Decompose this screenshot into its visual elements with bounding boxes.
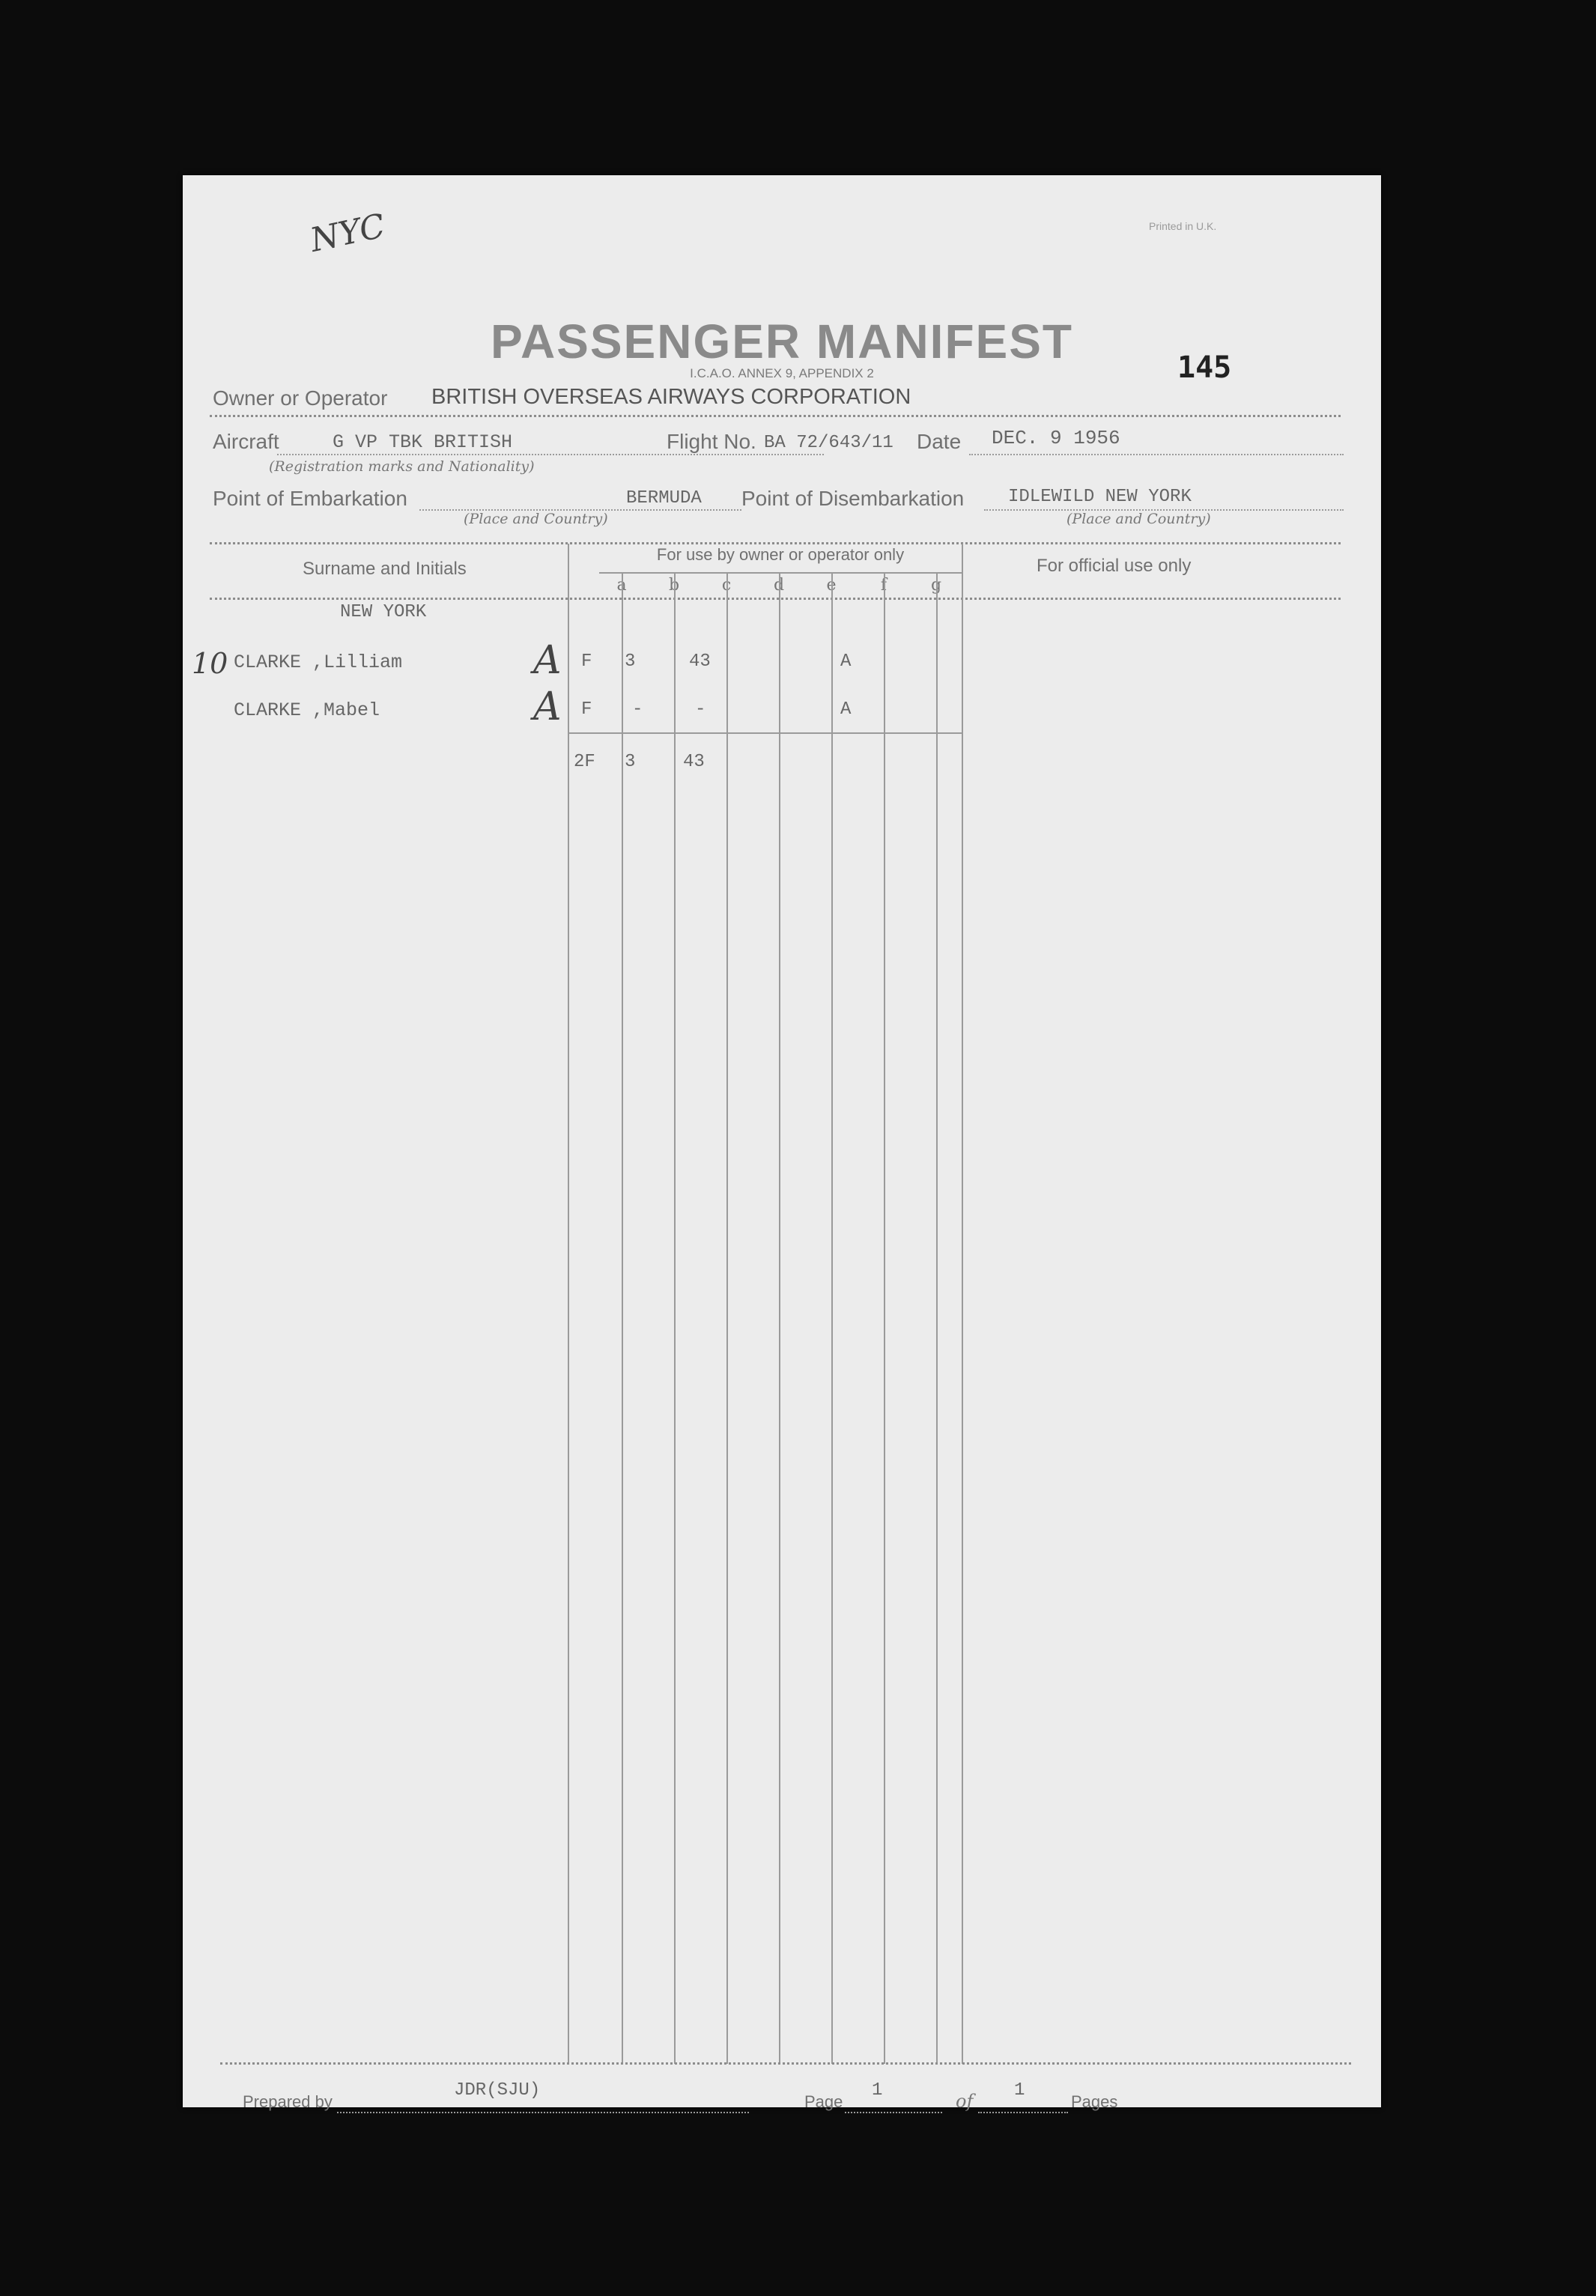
date-value: DEC. 9 1956: [992, 427, 1120, 449]
column-line: [779, 572, 780, 2064]
surname-header: Surname and Initials: [303, 559, 467, 579]
disembark-sublabel: (Place and Country): [1066, 511, 1211, 527]
flight-value: BA 72/643/11: [764, 433, 893, 453]
page-subtitle: I.C.A.O. ANNEX 9, APPENDIX 2: [690, 366, 874, 380]
official-use-header: For official use only: [1037, 556, 1192, 576]
flight-label: Flight No.: [667, 430, 756, 453]
hand-mark: A: [533, 684, 562, 729]
footer-divider: [220, 2062, 1351, 2065]
margin-mark: 10: [192, 647, 228, 680]
cell-f: A: [840, 652, 852, 672]
manifest-sheet: [183, 175, 1381, 2112]
total-pages-value: 1: [1014, 2080, 1025, 2101]
total-a: 2F: [574, 752, 595, 772]
disembark-value: IDLEWILD NEW YORK: [1008, 487, 1192, 507]
handwritten-note: NYC: [306, 207, 389, 260]
cell-a: F: [581, 699, 592, 720]
column-line: [622, 572, 623, 2064]
divider: [210, 542, 1341, 544]
cell-b: 3: [625, 652, 636, 672]
aircraft-value: G VP TBK BRITISH: [333, 431, 513, 453]
embark-value: BERMUDA: [626, 488, 702, 508]
divider: [210, 598, 1341, 600]
page-number: 145: [1177, 350, 1232, 385]
column-line: [568, 544, 569, 2064]
aircraft-label: Aircraft: [213, 430, 279, 453]
column-line: [831, 572, 833, 2064]
owner-use-header: For use by owner or operator only: [656, 545, 905, 564]
date-label: Date: [917, 430, 962, 453]
prepared-field-line: [337, 2112, 749, 2113]
aircraft-field-line: [277, 454, 824, 455]
page-title: PASSENGER MANIFEST: [491, 315, 1073, 368]
date-field-line: [969, 454, 1344, 455]
col-d-header: d: [773, 576, 785, 595]
cell-c: -: [695, 699, 706, 720]
column-line: [962, 544, 963, 2064]
column-line: [884, 572, 885, 2064]
total-c: 43: [683, 752, 705, 772]
col-g-header: g: [930, 576, 942, 595]
embark-sublabel: (Place and Country): [464, 511, 608, 527]
total-b: 3: [625, 752, 636, 772]
passenger-name: CLARKE ,Lilliam: [234, 652, 403, 673]
passenger-name: CLARKE ,Mabel: [234, 699, 380, 721]
column-line: [936, 572, 938, 2064]
col-a-header: a: [616, 576, 627, 595]
header-line: [599, 572, 962, 574]
embark-label: Point of Embarkation: [213, 487, 407, 510]
page-label: Page: [804, 2092, 843, 2111]
cell-a: F: [581, 652, 592, 672]
col-e-header: e: [826, 576, 837, 595]
col-c-header: c: [721, 576, 732, 595]
column-line: [674, 572, 676, 2064]
cell-b: -: [632, 699, 643, 720]
col-b-header: b: [668, 576, 680, 595]
page-value: 1: [872, 2080, 883, 2101]
divider: [210, 415, 1341, 417]
page-field-line: [845, 2112, 942, 2113]
owner-value: BRITISH OVERSEAS AIRWAYS CORPORATION: [431, 385, 911, 409]
hand-mark: A: [533, 638, 562, 683]
disembark-label: Point of Disembarkation: [741, 487, 965, 510]
section-label: NEW YORK: [340, 602, 427, 622]
prepared-label: Prepared by: [243, 2092, 333, 2111]
total-pages-field-line: [978, 2112, 1068, 2113]
of-label: of: [956, 2091, 974, 2112]
owner-label: Owner or Operator: [213, 386, 388, 410]
col-f-header: f: [880, 576, 887, 595]
printer-mark: Printed in U.K.: [1149, 220, 1217, 232]
cell-f: A: [840, 699, 852, 720]
prepared-value: JDR(SJU): [454, 2080, 541, 2101]
cell-c: 43: [689, 652, 711, 672]
aircraft-sublabel: (Registration marks and Nationality): [269, 458, 535, 475]
pages-label: Pages: [1071, 2092, 1118, 2111]
column-line: [726, 572, 728, 2064]
totals-line: [568, 732, 962, 734]
